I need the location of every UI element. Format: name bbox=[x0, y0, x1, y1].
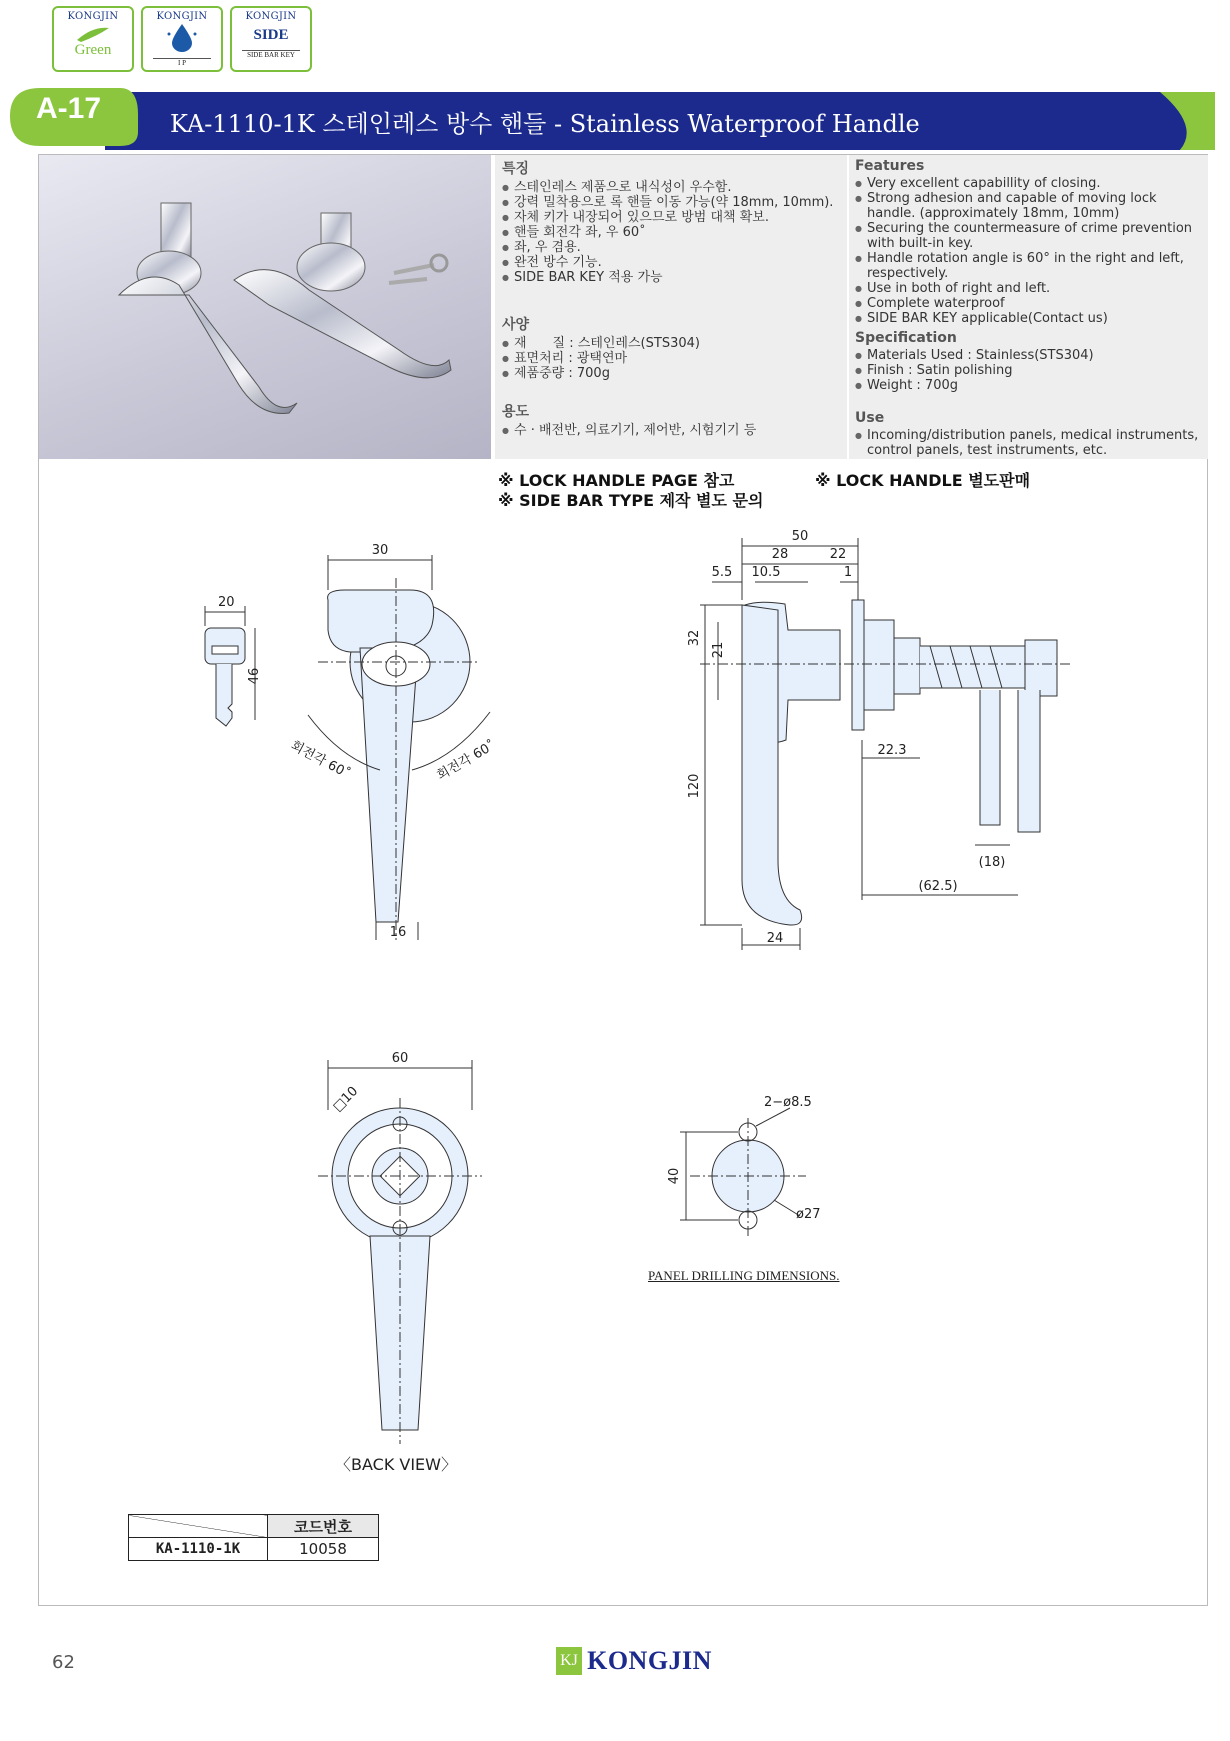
dim-key-width: 20 bbox=[218, 595, 235, 610]
dim-side-cam-width: (18) bbox=[978, 855, 1006, 870]
korean-use-title: 용도 bbox=[502, 404, 530, 420]
dim-key-height: 46 bbox=[247, 667, 262, 685]
dim-side-c: 5.5 bbox=[711, 565, 733, 580]
dim-side-cam: 22.3 bbox=[877, 743, 907, 758]
korean-features-title: 특징 bbox=[502, 161, 530, 177]
back-view-drawing bbox=[318, 1060, 482, 1444]
list-item: ● Incoming/distribution panels, medical instruments, control panels, test instruments, etc. bbox=[855, 428, 1205, 458]
dim-drill-height: 40 bbox=[667, 1167, 682, 1185]
list-item: ● Securing the countermeasure of crime prevention with built-in key. bbox=[855, 221, 1205, 251]
dim-back-width: 60 bbox=[391, 1051, 409, 1066]
badge-mark: SIDE bbox=[253, 27, 289, 43]
dim-side-reach: (62.5) bbox=[918, 879, 958, 894]
badge-sub: I P bbox=[153, 58, 211, 67]
page-title: KA-1110-1K 스테인레스 방수 핸들 - Stainless Waterproof Handle bbox=[170, 110, 920, 138]
table-corner-cell bbox=[129, 1515, 268, 1538]
english-use-title: Use bbox=[855, 410, 885, 426]
list-item: ● 표면처리 : 광택연마 bbox=[502, 351, 842, 366]
badge-brand: KONGJIN bbox=[67, 11, 119, 22]
dim-drill-diameter: ø27 bbox=[796, 1207, 821, 1222]
dim-drill-holes: 2−ø8.5 bbox=[764, 1095, 812, 1110]
list-item: ● 강력 밀착용으로 록 핸들 이동 가능(약 18mm, 10mm). bbox=[502, 195, 842, 210]
dim-back-square: □10 bbox=[330, 1083, 362, 1115]
list-item: ● Handle rotation angle is 60° in the right and left, respectively. bbox=[855, 251, 1205, 281]
list-item: ● 자체 키가 내장되어 있으므로 방범 대책 확보. bbox=[502, 210, 842, 225]
list-item: ● 스테인레스 제품으로 내식성이 우수함. bbox=[502, 180, 842, 195]
dim-side-e: 1 bbox=[843, 565, 853, 580]
panel-drilling-drawing bbox=[680, 1108, 806, 1236]
dim-side-h1: 32 bbox=[687, 629, 702, 647]
code-cell: 10058 bbox=[268, 1538, 379, 1561]
page-number: 62 bbox=[52, 1652, 75, 1673]
logo-mark: KJ bbox=[556, 1647, 582, 1675]
list-item: ● Complete waterproof bbox=[855, 296, 1205, 311]
list-item: ● 수 · 배전반, 의료기기, 제어반, 시험기기 등 bbox=[502, 423, 842, 438]
product-code-table bbox=[128, 1514, 379, 1561]
badge-brand: KONGJIN bbox=[245, 11, 297, 22]
back-view-caption: 〈BACK VIEW〉 bbox=[335, 1455, 457, 1474]
dim-side-total: 50 bbox=[791, 529, 809, 544]
list-item: ● 완전 방수 기능. bbox=[502, 255, 842, 270]
list-item: ● Finish : Satin polishing bbox=[855, 363, 1205, 378]
english-features-title: Features bbox=[855, 158, 925, 174]
dim-side-bottom: 24 bbox=[766, 931, 784, 946]
dim-side-length: 120 bbox=[687, 773, 702, 799]
dim-front-width: 30 bbox=[371, 543, 389, 558]
list-item: ● 제품중량 : 700g bbox=[502, 366, 842, 381]
badge-mark: Green bbox=[74, 42, 112, 58]
label-rotation-left: 회전각 60˚ bbox=[288, 738, 353, 782]
list-item: ● Very excellent capabillity of closing. bbox=[855, 176, 1205, 191]
label-rotation-right: 회전각 60˚ bbox=[434, 738, 499, 784]
badge-brand: KONGJIN bbox=[156, 11, 208, 22]
note-side-bar-type: ※ SIDE BAR TYPE 제작 별도 문의 bbox=[498, 491, 764, 510]
list-item: ● SIDE BAR KEY applicable(Contact us) bbox=[855, 311, 1205, 326]
list-item: ● Materials Used : Stainless(STS304) bbox=[855, 348, 1205, 363]
note-lock-handle-page: ※ LOCK HANDLE PAGE 참고 bbox=[498, 471, 735, 490]
note-lock-handle-sold-separately: ※ LOCK HANDLE 별도판매 bbox=[815, 471, 1031, 490]
dim-side-b: 22 bbox=[829, 547, 847, 562]
dim-side-d: 10.5 bbox=[751, 565, 781, 580]
list-item: ● SIDE BAR KEY 적용 가능 bbox=[502, 270, 842, 285]
key-drawing bbox=[205, 606, 255, 726]
list-item: ● 좌, 우 겸용. bbox=[502, 240, 842, 255]
korean-spec-title: 사양 bbox=[502, 317, 530, 333]
front-view-drawing bbox=[308, 555, 490, 940]
list-item: ● 재 질 : 스테인레스(STS304) bbox=[502, 336, 842, 351]
english-spec-title: Specification bbox=[855, 330, 957, 346]
dim-front-bottom: 16 bbox=[389, 925, 407, 940]
kongjin-logo bbox=[556, 1646, 712, 1676]
list-item: ● Weight : 700g bbox=[855, 378, 1205, 393]
list-item: ● Strong adhesion and capable of moving lock handle. (approximately 18mm, 10mm) bbox=[855, 191, 1205, 221]
list-item: ● Use in both of right and left. bbox=[855, 281, 1205, 296]
dim-side-a: 28 bbox=[771, 547, 789, 562]
badge-sub: SIDE BAR KEY bbox=[242, 50, 300, 59]
code-header-cell: 코드번호 bbox=[268, 1515, 379, 1538]
section-code: A-17 bbox=[36, 92, 102, 125]
panel-drilling-caption: PANEL DRILLING DIMENSIONS. bbox=[648, 1268, 840, 1283]
list-item: ● 핸들 회전각 좌, 우 60˚ bbox=[502, 225, 842, 240]
logo-text: KONGJIN bbox=[587, 1646, 712, 1675]
dim-side-h2: 21 bbox=[711, 641, 726, 659]
model-cell: KA-1110-1K bbox=[129, 1538, 268, 1561]
